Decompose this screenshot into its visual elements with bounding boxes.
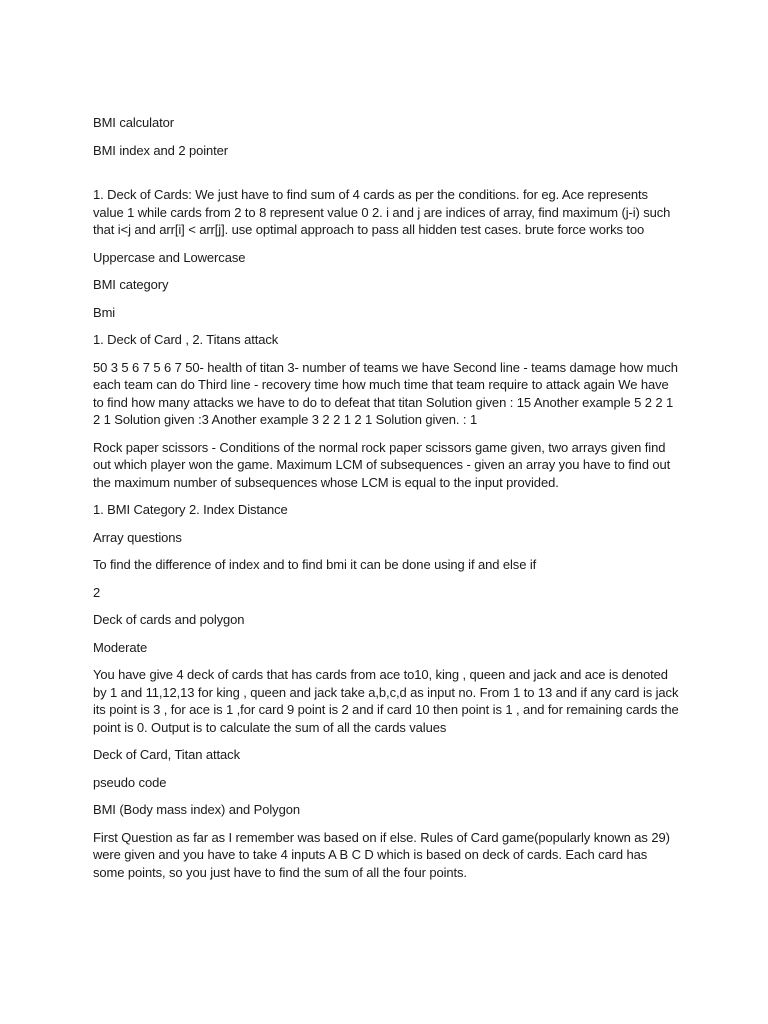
paragraph-card-values-details: You have give 4 deck of cards that has cards from ace to10, king , queen and jack and ace is denoted by 1 and 11,12,13 for king , queen and jack take a,b,c,d as input no. From 1 to 13 and if any card is jack its point is 3 , for ace is 1 ,for card 9 point is 2 and if card 10 then point is 1 , and for remaining cards the point is 0. Output is to calculate the sum of all the cards values: [93, 667, 679, 735]
paragraph-moderate: Moderate: [93, 639, 148, 655]
paragraph-uppercase-lowercase: Uppercase and Lowercase: [93, 249, 246, 265]
paragraph-index-difference-bmi: To find the difference of index and to find bmi it can be done using if and else if: [93, 557, 537, 572]
document-page: [93, 114, 679, 891]
paragraph-deck-titan-attack: Deck of Card, Titan attack: [93, 747, 240, 762]
paragraph-array-questions: Array questions: [93, 529, 182, 545]
paragraph-bmi: Bmi: [93, 304, 116, 320]
paragraph-bmi-polygon: BMI (Body mass index) and Polygon: [93, 802, 300, 817]
paragraph-pseudo-code: pseudo code: [93, 774, 167, 790]
paragraph-bmi-category-index-distance: 1. BMI Category 2. Index Distance: [93, 502, 288, 517]
paragraph-bmi-category: BMI category: [93, 277, 169, 292]
paragraph-titan-attack-details: 50 3 5 6 7 5 6 7 50- health of titan 3- number of teams we have Second line - teams damage how much each team can do Third line - recovery time how much time that team require to attack again We have to find how many attacks we have to do to defeat that titan Solution given : 15 Another example 5 2 2 1 2 1 Solution given :3 Another example 3 2 2 1 2 1 Solution given. : 1: [93, 359, 678, 427]
paragraph-deck-titans: 1. Deck of Card , 2. Titans attack: [93, 332, 279, 347]
paragraph-rock-paper-scissors: Rock paper scissors - Conditions of the normal rock paper scissors game given, two arrays given find out which player won the game. Maximum LCM of subsequences - given an array you have to find out the maximum number of subsequences whose LCM is equal to the input provided.: [93, 439, 671, 490]
paragraph-bmi-calculator: BMI calculator: [93, 115, 174, 130]
paragraph-deck-of-cards-question: 1. Deck of Cards: We just have to find sum of 4 cards as per the conditions. for eg. Ace represents value 1 while cards from 2 to 8 represent value 0 2. i and j are indices of array, find maximum (j-i) such that i<j and arr[i] < arr[j]. use optimal approach to pass all hidden test cases. brute force works too: [93, 187, 671, 237]
paragraph-number-two: 2: [93, 584, 101, 600]
paragraph-deck-polygon: Deck of cards and polygon: [93, 612, 245, 627]
paragraph-first-question-card-game: First Question as far as I remember was based on if else. Rules of Card game(popularly known as 29) were given and you have to take 4 inputs A B C D which is based on deck of cards. Each card has some points, so you just have to find the sum of all the four points.: [93, 829, 670, 880]
paragraph-bmi-index-2-pointer: BMI index and 2 pointer: [93, 142, 229, 158]
